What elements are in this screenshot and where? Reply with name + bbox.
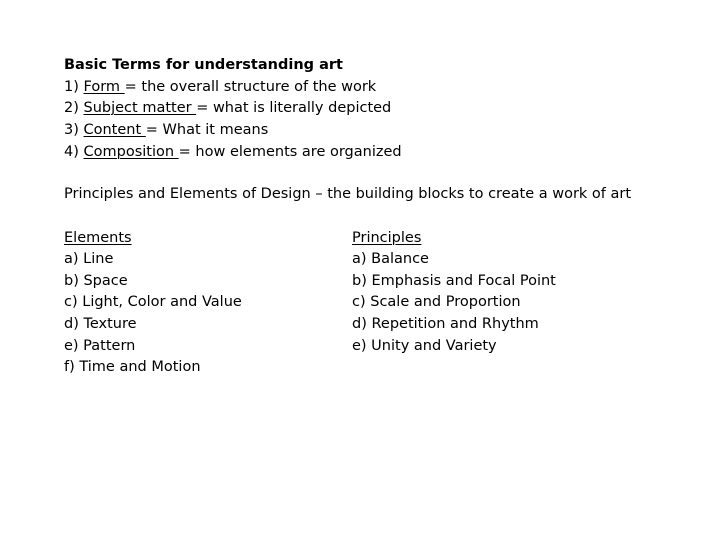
term-definition: = what is literally depicted xyxy=(196,100,392,116)
term-definition: = how elements are organized xyxy=(178,144,402,160)
basic-terms-heading: Basic Terms for understanding art xyxy=(64,57,343,73)
elements-item: e) Pattern xyxy=(64,338,136,354)
term-prefix: 2) xyxy=(64,100,84,116)
term-name: Subject matter xyxy=(83,100,197,116)
principles-heading: Principles xyxy=(352,230,422,246)
term-name: Form xyxy=(83,79,125,95)
elements-item: c) Light, Color and Value xyxy=(64,294,242,310)
elements-item: b) Space xyxy=(64,273,128,289)
term-definition: = What it means xyxy=(145,122,269,138)
term-prefix: 3) xyxy=(64,122,84,138)
principles-elements-intro: Principles and Elements of Design – the building blocks to create a work of art xyxy=(64,186,632,202)
term-prefix: 1) xyxy=(64,79,84,95)
term-item-subject-matter xyxy=(64,97,391,119)
term-name: Content xyxy=(83,122,146,138)
term-item-form xyxy=(64,76,376,98)
elements-item: f) Time and Motion xyxy=(64,359,201,375)
principles-item: a) Balance xyxy=(352,251,429,267)
term-name: Composition xyxy=(83,144,179,160)
principles-item: c) Scale and Proportion xyxy=(352,294,521,310)
elements-item: d) Texture xyxy=(64,316,137,332)
principles-item: e) Unity and Variety xyxy=(352,338,497,354)
principles-item: d) Repetition and Rhythm xyxy=(352,316,539,332)
term-item-content xyxy=(64,119,268,141)
term-definition: = the overall structure of the work xyxy=(124,79,377,95)
elements-item: a) Line xyxy=(64,251,114,267)
term-prefix: 4) xyxy=(64,144,84,160)
principles-item: b) Emphasis and Focal Point xyxy=(352,273,556,289)
term-item-composition xyxy=(64,141,402,163)
elements-heading: Elements xyxy=(64,230,132,246)
